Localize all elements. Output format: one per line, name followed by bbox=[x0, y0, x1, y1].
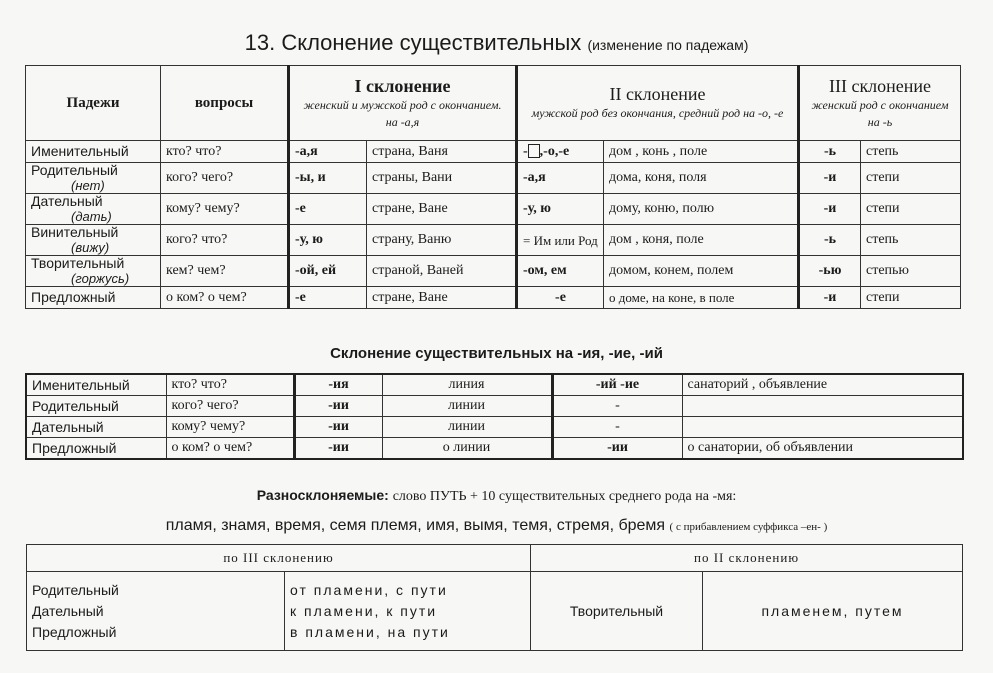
page-title bbox=[0, 30, 993, 56]
case-hint: (дать) bbox=[71, 209, 112, 224]
header-by-decl3: по III склонению bbox=[27, 545, 531, 572]
table-row bbox=[26, 438, 963, 460]
example-ii: о санатории, об объявлении bbox=[682, 438, 963, 460]
case-hint: (вижу) bbox=[71, 240, 110, 255]
case-name: Дательный bbox=[32, 602, 104, 619]
title-subtitle: (изменение по падежам) bbox=[587, 37, 749, 53]
table-header-row bbox=[27, 545, 963, 572]
case-name: Родительный (нет) bbox=[26, 163, 161, 194]
ending-decl3: -и bbox=[799, 194, 861, 225]
example-decl2: домом, конем, полем bbox=[604, 256, 799, 287]
case-name-instrumental: Творительный bbox=[531, 572, 703, 651]
ending-decl1: -е bbox=[289, 287, 367, 309]
header-decl1 bbox=[289, 66, 517, 141]
ending-decl2: -у, ю bbox=[517, 194, 604, 225]
case-question: кого? чего? bbox=[166, 396, 294, 417]
table-row bbox=[26, 194, 961, 225]
ending-ia: -ии bbox=[294, 417, 382, 438]
cases-list bbox=[27, 572, 285, 651]
example-decl3: степи bbox=[861, 194, 961, 225]
decl3-title: III склонение bbox=[828, 75, 932, 96]
table-row bbox=[26, 417, 963, 438]
example-decl2: дому, коню, полю bbox=[604, 194, 799, 225]
ending-ia: -ии bbox=[294, 396, 382, 417]
example-decl3: степь bbox=[861, 225, 961, 256]
example-ia: линии bbox=[382, 417, 552, 438]
case-name: Творительный (горжусь) bbox=[26, 256, 161, 287]
title-main: 13. Склонение существительных bbox=[244, 30, 582, 55]
examples-list bbox=[285, 572, 531, 651]
example-decl3: степь bbox=[861, 141, 961, 163]
example-decl1: страны, Вани bbox=[367, 163, 517, 194]
variable-label: Разносклоняемые: bbox=[256, 487, 389, 503]
ia-ie-ii-table bbox=[25, 373, 964, 460]
example-decl1: стране, Ване bbox=[367, 194, 517, 225]
ending-ia: -ии bbox=[294, 438, 382, 460]
case-name: Именительный bbox=[26, 141, 161, 163]
example-ii bbox=[682, 417, 963, 438]
example-decl3: степи bbox=[861, 287, 961, 309]
table-row bbox=[26, 225, 961, 256]
case-question: кого? что? bbox=[161, 225, 289, 256]
example-decl3: степи bbox=[861, 163, 961, 194]
example: в пламени, на пути bbox=[290, 623, 450, 640]
ending-ii: - bbox=[552, 396, 682, 417]
example: к пламени, к пути bbox=[290, 602, 438, 619]
example-decl2: дом , конь , поле bbox=[604, 141, 799, 163]
ending-ii: - bbox=[552, 417, 682, 438]
decl1-title: I склонение bbox=[354, 75, 451, 96]
case-question: о ком? о чем? bbox=[161, 287, 289, 309]
example-instrumental: пламенем, путем bbox=[703, 572, 963, 651]
example-ii bbox=[682, 396, 963, 417]
ending-decl2: -е bbox=[517, 287, 604, 309]
ending-ii: -ии bbox=[552, 438, 682, 460]
case-name: Дательный bbox=[26, 417, 166, 438]
table-row bbox=[26, 141, 961, 163]
header-cases: Падежи bbox=[26, 66, 161, 141]
example: от пламени, с пути bbox=[290, 581, 448, 598]
table-row bbox=[27, 572, 963, 651]
case-name: Дательный (дать) bbox=[26, 194, 161, 225]
ending-decl1: -ы, и bbox=[289, 163, 367, 194]
mya-words: пламя, знамя, время, семя племя, имя, вымя, темя, стремя, бремя bbox=[165, 517, 666, 534]
declension-table bbox=[25, 65, 961, 309]
ending-decl1: -е bbox=[289, 194, 367, 225]
header-by-decl2: по II склонению bbox=[531, 545, 963, 572]
ending-decl2: - ,-о,-е bbox=[517, 141, 604, 163]
header-questions: вопросы bbox=[161, 66, 289, 141]
variable-text: слово ПУТЬ + 10 существительных среднего рода на -мя: bbox=[392, 489, 737, 504]
example-decl3: степью bbox=[861, 256, 961, 287]
variable-declension-table bbox=[26, 544, 963, 651]
ending-decl1: -у, ю bbox=[289, 225, 367, 256]
ending-decl2: -ом, ем bbox=[517, 256, 604, 287]
example-ia: линии bbox=[382, 396, 552, 417]
case-question: кому? чему? bbox=[161, 194, 289, 225]
example-decl2: дома, коня, поля bbox=[604, 163, 799, 194]
table-row bbox=[26, 256, 961, 287]
zero-ending-box bbox=[528, 144, 540, 158]
case-name: Именительный bbox=[26, 374, 166, 396]
ending-decl3: -ью bbox=[799, 256, 861, 287]
ending-decl2: -а,я bbox=[517, 163, 604, 194]
case-question: кому? чему? bbox=[166, 417, 294, 438]
example-ii: санаторий , объявление bbox=[682, 374, 963, 396]
header-decl2 bbox=[517, 66, 799, 141]
example-decl2: дом , коня, поле bbox=[604, 225, 799, 256]
decl2-title: II склонение bbox=[609, 84, 706, 104]
case-name: Предложный bbox=[32, 623, 117, 640]
case-question: кого? чего? bbox=[161, 163, 289, 194]
case-name: Родительный bbox=[26, 396, 166, 417]
header-decl3 bbox=[799, 66, 961, 141]
table-header-row bbox=[26, 66, 961, 141]
example-ia: о линии bbox=[382, 438, 552, 460]
case-question: кто? что? bbox=[166, 374, 294, 396]
case-question: о ком? о чем? bbox=[166, 438, 294, 460]
example-decl2: о доме, на коне, в поле bbox=[604, 287, 799, 309]
case-name: Винительный (вижу) bbox=[26, 225, 161, 256]
variable-declension-line bbox=[0, 487, 993, 505]
section2-title: Склонение существительных на -ия, -ие, -ий bbox=[330, 345, 663, 362]
case-hint: (горжусь) bbox=[71, 271, 130, 286]
ending-decl2: = Им или Род bbox=[517, 225, 604, 256]
example-decl1: страной, Ваней bbox=[367, 256, 517, 287]
case-name: Родительный bbox=[32, 581, 119, 598]
mya-words-line bbox=[0, 517, 993, 535]
table-row bbox=[26, 163, 961, 194]
table-row bbox=[26, 287, 961, 309]
case-name: Предложный bbox=[26, 287, 161, 309]
case-hint: (нет) bbox=[71, 178, 105, 193]
ending-decl3: -и bbox=[799, 163, 861, 194]
table-row bbox=[26, 374, 963, 396]
ending-ia: -ия bbox=[294, 374, 382, 396]
case-name: Предложный bbox=[26, 438, 166, 460]
example-decl1: страну, Ваню bbox=[367, 225, 517, 256]
ending-decl3: -ь bbox=[799, 225, 861, 256]
suffix-note: ( с прибавлением суффикса –ен- ) bbox=[669, 521, 828, 533]
ending-decl3: -ь bbox=[799, 141, 861, 163]
ending-decl1: -ой, ей bbox=[289, 256, 367, 287]
ending-decl3: -и bbox=[799, 287, 861, 309]
example-decl1: страна, Ваня bbox=[367, 141, 517, 163]
table-row bbox=[26, 396, 963, 417]
decl1-note: женский и мужской род с окончанием. на -а,я bbox=[303, 97, 502, 129]
example-decl1: стране, Ване bbox=[367, 287, 517, 309]
case-question: кем? чем? bbox=[161, 256, 289, 287]
decl2-note: мужской род без окончания, средний род на -о, -е bbox=[531, 106, 784, 120]
example-ia: линия bbox=[382, 374, 552, 396]
ending-decl1: -а,я bbox=[289, 141, 367, 163]
decl3-note: женский род с окончанием на -ь bbox=[811, 97, 949, 129]
case-question: кто? что? bbox=[161, 141, 289, 163]
ending-ii: -ий -ие bbox=[552, 374, 682, 396]
